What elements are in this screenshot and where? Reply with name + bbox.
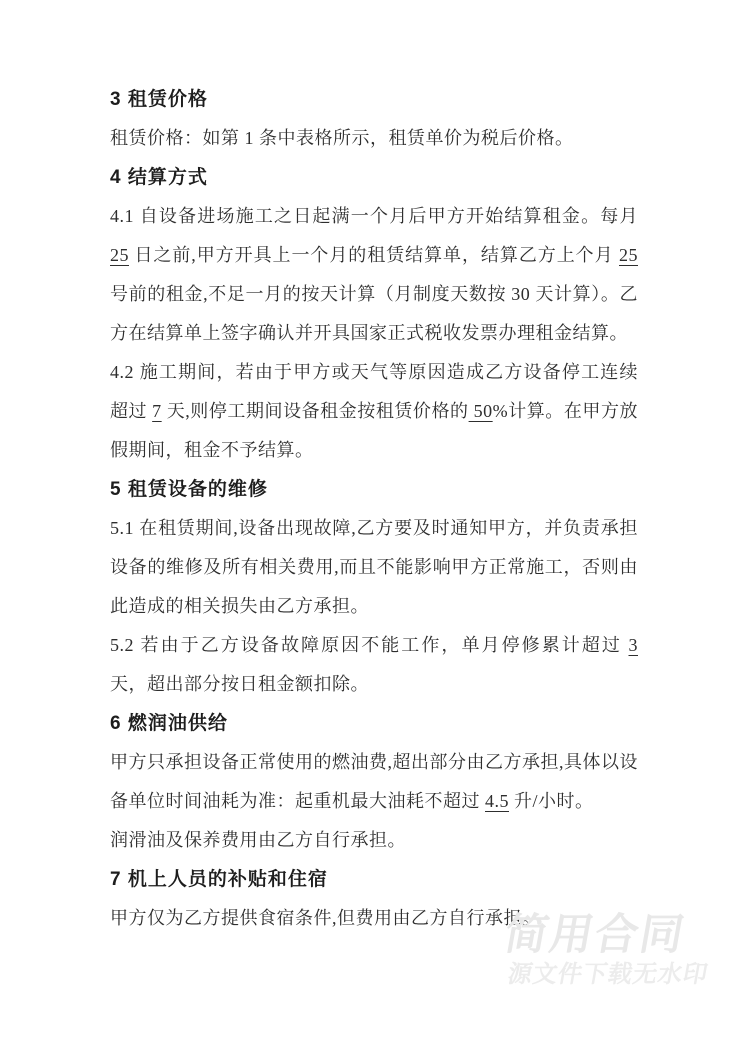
- text-run: 5.2 若由于乙方设备故障原因不能工作，单月停修累计超过: [110, 635, 629, 655]
- underlined-value: 4.5: [485, 791, 509, 811]
- section-heading: 6 燃润油供给: [110, 713, 228, 734]
- paragraph: [110, 197, 638, 353]
- watermark-subtitle: 源文件下载无水印: [505, 961, 711, 988]
- section-heading: 4 结算方式: [110, 167, 208, 188]
- paragraph: [110, 626, 638, 704]
- paragraph: [110, 119, 638, 158]
- underlined-value: 3: [628, 635, 638, 655]
- text-run: 甲方仅为乙方提供食宿条件,但费用由乙方自行承担。: [110, 908, 541, 928]
- text-run: 5.1 在租赁期间,设备出现故障,乙方要及时通知甲方，并负责承担设备的维修及所有相关费用,而且不能影响甲方正常施工，否则由此造成的相关损失由乙方承担。: [110, 518, 638, 616]
- paragraph: [110, 509, 638, 626]
- paragraph: [110, 353, 638, 470]
- text-run: 甲方只承担设备正常使用的燃油费,超出部分由乙方承担,具体以设备单位时间油耗为准：起重机最大油耗不超过: [110, 752, 638, 811]
- text-run: 日之前,甲方开具上一个月的租赁结算单，结算乙方上个月: [129, 245, 619, 265]
- contract-page-body: [110, 80, 638, 938]
- underlined-value: 7: [152, 401, 162, 421]
- section-heading: 7 机上人员的补贴和住宿: [110, 869, 328, 890]
- text-run: %计算。在甲方放假期间，租金不予结算。: [110, 401, 639, 460]
- text-run: 号前的租金,不足一月的按天计算（月制度天数按 30 天计算）。乙方在结算单上签字确认并开具国家正式税收发票办理租金结算。: [110, 284, 638, 343]
- text-run: 润滑油及保养费用由乙方自行承担。: [110, 830, 406, 850]
- text-run: 天,则停工期间设备租金按租赁价格的: [161, 401, 469, 421]
- underlined-value: 25: [110, 245, 129, 265]
- section-heading: 5 租赁设备的维修: [110, 479, 268, 500]
- text-run: 天，超出部分按日租金额扣除。: [110, 674, 369, 694]
- text-run: 升/小时。: [509, 791, 594, 811]
- paragraph: [110, 821, 638, 860]
- text-run: 4.2 施工期间，若由于甲方或天气等原因造成乙方设备停工连续超过: [110, 362, 638, 421]
- paragraph: [110, 743, 638, 821]
- text-run: 租赁价格：如第 1 条中表格所示，租赁单价为税后价格。: [110, 128, 574, 148]
- text-run: 4.1 自设备进场施工之日起满一个月后甲方开始结算租金。每月: [110, 206, 638, 226]
- underlined-value: 50: [468, 401, 493, 421]
- watermark-title: 简用合同: [500, 911, 690, 959]
- section-heading: 3 租赁价格: [110, 89, 208, 110]
- underlined-value: 25: [619, 245, 638, 265]
